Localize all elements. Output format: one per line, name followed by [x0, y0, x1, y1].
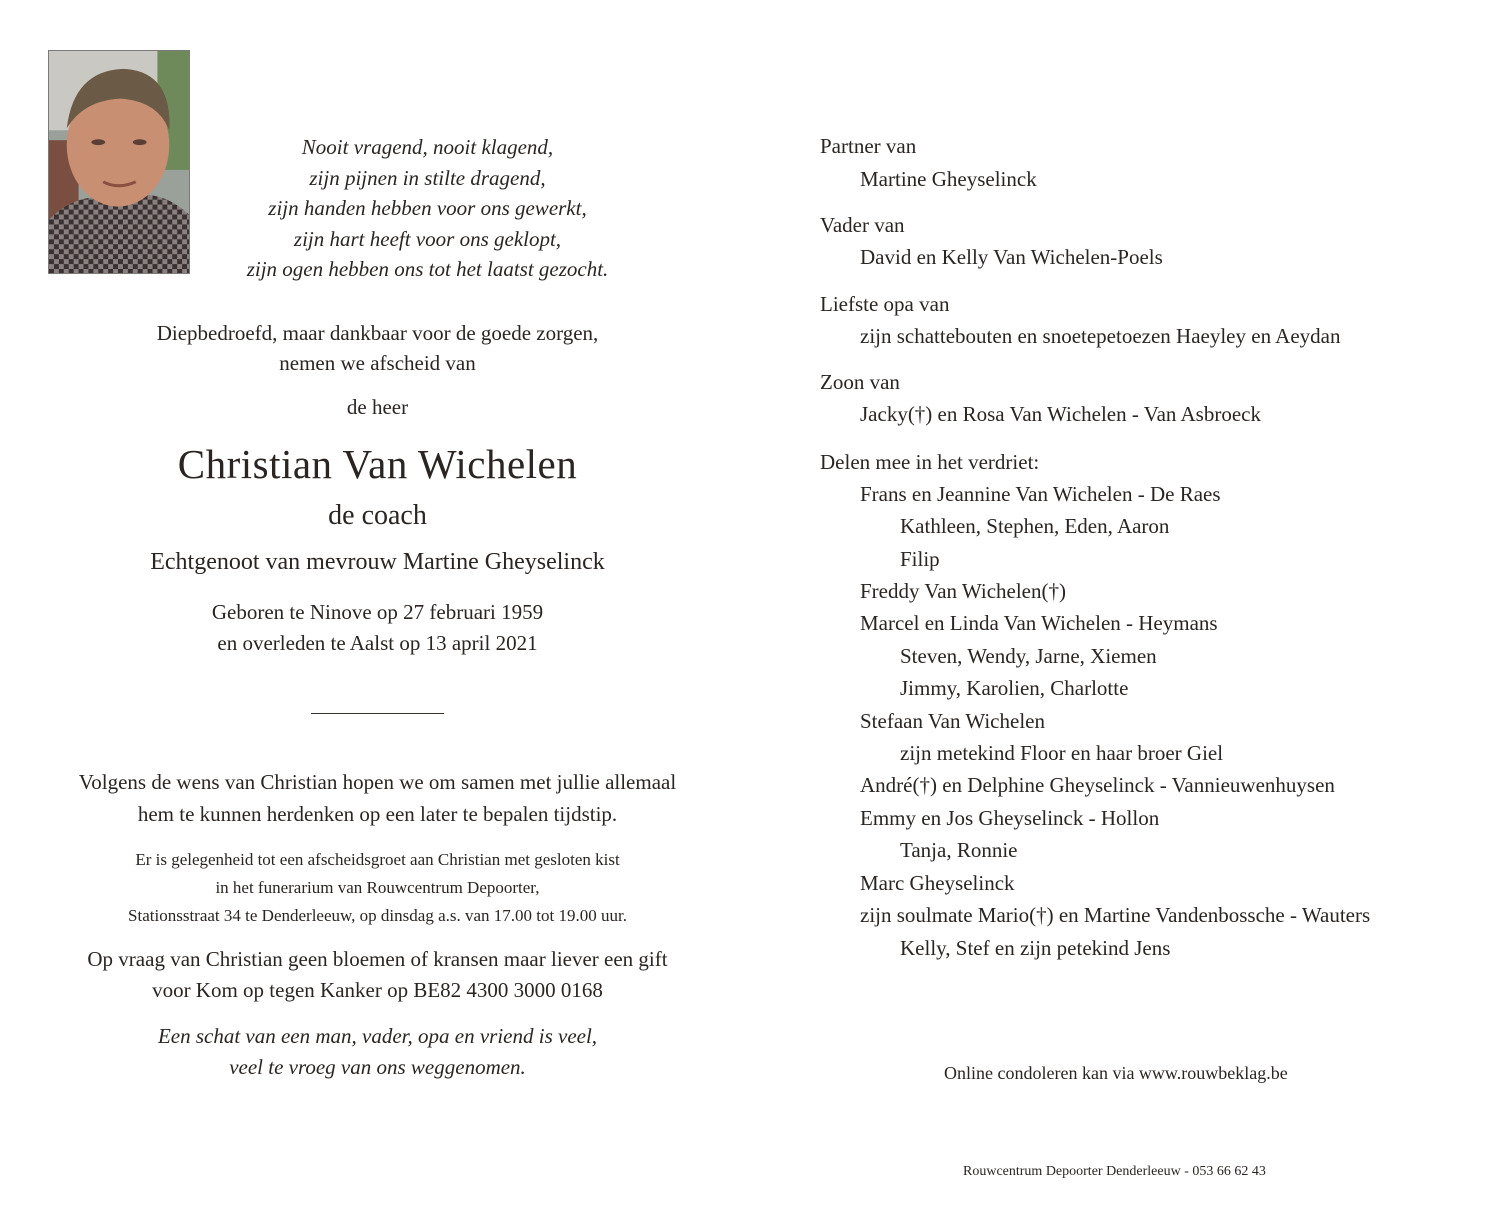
condolence-note: Online condoleren kan via www.rouwbeklag.be — [944, 1063, 1288, 1083]
intro-line: Diepbedroefd, maar dankbaar voor de goede zorgen, — [156, 321, 599, 345]
relation-entry: André(†) en Delphine Gheyselinck - Vannieuwenhuysen — [860, 773, 1335, 797]
relations-list — [820, 0, 1480, 1214]
poem-line: Nooit vragend, nooit klagend, — [301, 135, 554, 159]
closing-line: veel te vroeg van ons weggenomen. — [229, 1055, 526, 1079]
relation-entry: Jimmy, Karolien, Charlotte — [900, 676, 1129, 700]
poem-line: zijn handen hebben voor ons gewerkt, — [268, 196, 587, 220]
relation-entry: Kathleen, Stephen, Eden, Aaron — [900, 514, 1170, 538]
dates — [40, 597, 715, 659]
visitation-line: Er is gelegenheid tot een afscheidsgroet aan Christian met gesloten kist — [135, 850, 620, 869]
closing — [40, 1021, 715, 1083]
intro-line: nemen we afscheid van — [279, 351, 476, 375]
gift-line: Op vraag van Christian geen bloemen of kransen maar liever een gift — [87, 947, 668, 971]
left-column — [40, 0, 715, 1214]
poem-line: zijn ogen hebben ons tot het laatst gezocht. — [246, 257, 609, 281]
relation-entry: Jacky(†) en Rosa Van Wichelen - Van Asbroeck — [860, 402, 1261, 426]
relation-entry: Marc Gheyselinck — [860, 871, 1015, 895]
relation-entry: Stefaan Van Wichelen — [860, 709, 1045, 733]
relation-heading: Zoon van — [820, 370, 900, 394]
wish-line: Volgens de wens van Christian hopen we om samen met jullie allemaal — [78, 770, 677, 794]
relation-heading: Liefste opa van — [820, 292, 950, 316]
relation-entry: Tanja, Ronnie — [900, 838, 1018, 862]
deceased-name: Christian Van Wichelen — [177, 441, 578, 487]
relation-entry: Marcel en Linda Van Wichelen - Heymans — [860, 611, 1218, 635]
wish-line: hem te kunnen herdenken op een later te bepalen tijdstip. — [137, 802, 618, 826]
poem-line: zijn hart heeft voor ons geklopt, — [293, 226, 562, 251]
relation-entry: Frans en Jeannine Van Wichelen - De Raes — [860, 482, 1221, 506]
poem-line: zijn pijnen in stilte dragend, — [309, 165, 546, 190]
wish — [40, 766, 715, 830]
relation-entry: David en Kelly Van Wichelen-Poels — [860, 245, 1163, 269]
gift — [40, 944, 715, 1006]
relation-entry: Steven, Wendy, Jarne, Xiemen — [900, 644, 1157, 668]
relation-heading: Partner van — [820, 134, 917, 158]
relation-entry: zijn metekind Floor en haar broer Giel — [900, 741, 1224, 765]
relation-entry: Kelly, Stef en zijn petekind Jens — [900, 936, 1171, 960]
poem — [140, 132, 715, 285]
footer: Rouwcentrum Depoorter Denderleeuw - 053 66 62 43 — [963, 1164, 1266, 1179]
visitation-line: in het funerarium van Rouwcentrum Depoorter, — [215, 878, 540, 897]
relation-heading: Delen mee in het verdriet: — [820, 450, 1040, 474]
death-line: en overleden te Aalst op 13 april 2021 — [217, 631, 538, 655]
relation-entry: Emmy en Jos Gheyselinck - Hollon — [860, 806, 1160, 830]
relation-entry: zijn soulmate Mario(†) en Martine Vandenbossche - Wauters — [860, 903, 1371, 927]
relation-entry: Freddy Van Wichelen(†) — [860, 579, 1066, 603]
relation-entry: Martine Gheyselinck — [860, 167, 1037, 191]
birth-line: Geboren te Ninove op 27 februari 1959 — [211, 600, 544, 624]
divider — [311, 713, 444, 714]
intro — [40, 318, 715, 378]
nickname: de coach — [328, 500, 427, 531]
relation-entry: Filip — [900, 547, 940, 571]
relation-entry: zijn schattebouten en snoetepetoezen Haeyley en Aeydan — [860, 324, 1341, 348]
visitation — [40, 846, 715, 930]
salutation: de heer — [346, 395, 409, 419]
relation-heading: Vader van — [820, 213, 905, 237]
visitation-line: Stationsstraat 34 te Denderleeuw, op dinsdag a.s. van 17.00 tot 19.00 uur. — [128, 906, 627, 925]
closing-line: Een schat van een man, vader, opa en vriend is veel, — [157, 1024, 598, 1048]
gift-line: voor Kom op tegen Kanker op BE82 4300 3000 0168 — [152, 978, 603, 1002]
spouse-line: Echtgenoot van mevrouw Martine Gheyselinck — [150, 549, 605, 575]
